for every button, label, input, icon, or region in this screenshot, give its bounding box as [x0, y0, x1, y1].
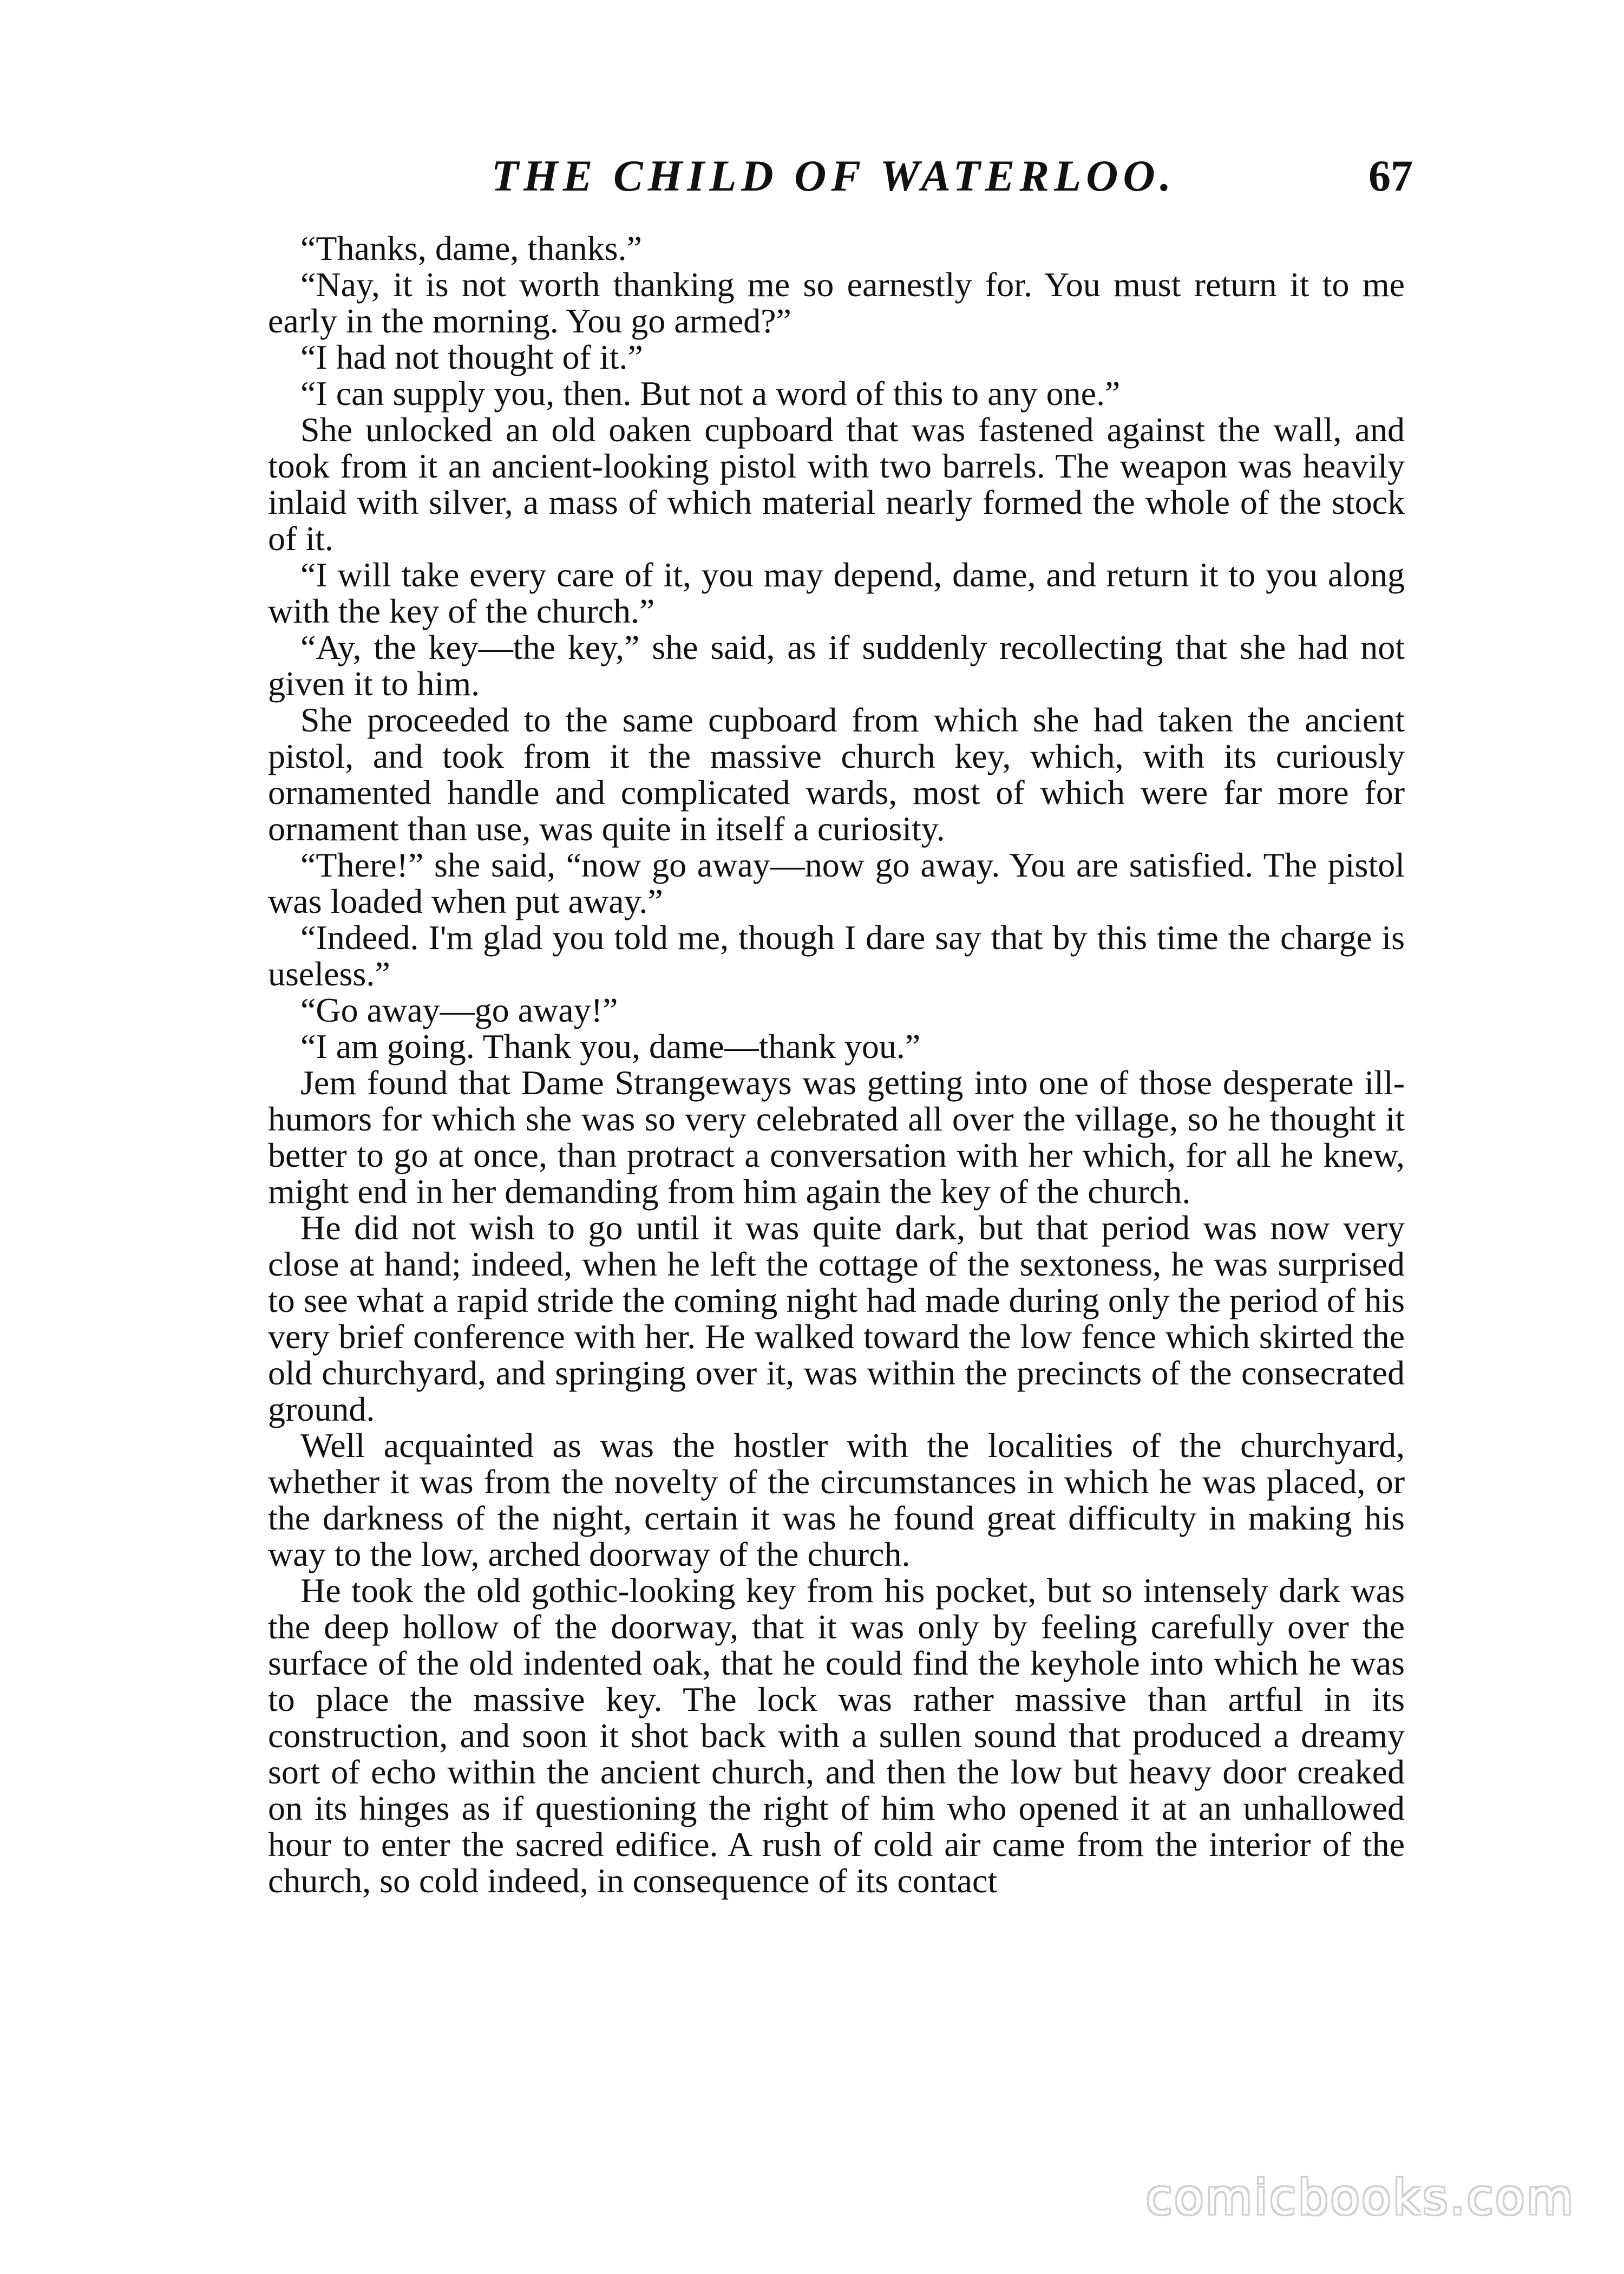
paragraph: “Go away—go away!”	[300, 991, 618, 1029]
paragraph: “Nay, it is not worth thanking me so earnestly for. You must return it to me early in the morning. You go armed?”	[268, 265, 1405, 340]
paragraph: “I can supply you, then. But not a word of this to any one.”	[300, 374, 1121, 413]
paragraph: “Ay, the key—the key,” she said, as if suddenly recollecting that she had not given it to him.	[268, 628, 1405, 703]
paragraph: “There!” she said, “now go away—now go away. You are satisfied. The pistol was loaded when put away.”	[268, 846, 1405, 920]
paragraph: “I will take every care of it, you may depend, dame, and return it to you along with the key of the church.”	[268, 556, 1405, 630]
page-number: 67	[1368, 151, 1413, 200]
paragraph: She unlocked an old oaken cupboard that was fastened against the wall, and took from it an ancient-looking pistol with two barrels. The weapon was heavily inlaid with silver, a mass of which material nearly formed the whole of the stock of it.	[268, 410, 1405, 558]
running-title: THE CHILD OF WATERLOO.	[491, 151, 1176, 200]
paragraph: She proceeded to the same cupboard from which she had taken the ancient pistol, and took from it the massive church key, which, with its curiously ornamented handle and complicated wards, most of which were far more for ornament than use, was quite in itself a curiosity.	[268, 701, 1405, 848]
body-text	[268, 230, 1405, 1899]
paragraph: “Thanks, dame, thanks.”	[300, 229, 642, 267]
paragraph: “Indeed. I'm glad you told me, though I dare say that by this time the charge is useless.”	[268, 918, 1405, 993]
paragraph: He did not wish to go until it was quite dark, but that period was now very close at hand; indeed, when he left the cottage of the sextoness, he was surprised to see what a rapid stride the coming night had made during only the period of his very brief conference with her. He walked toward the low fence which skirted the old churchyard, and springing over it, was within the precincts of the consecrated ground.	[268, 1208, 1405, 1428]
paragraph: He took the old gothic-looking key from his pocket, but so intensely dark was the deep hollow of the doorway, that it was only by feeling carefully over the surface of the old indented oak, that he could find the keyhole into which he was to place the massive key. The lock was rather massive than artful in its construction, and soon it shot back with a sullen sound that produced a dreamy sort of echo within the ancient church, and then the low but heavy door creaked on its hinges as if questioning the right of him who opened it at an unhallowed hour to enter the sacred edifice. A rush of cold air came from the interior of the church, so cold indeed, in consequence of its contact	[268, 1571, 1405, 1900]
paragraph: “I had not thought of it.”	[300, 338, 643, 376]
site-watermark: comicbooks.com	[1145, 2170, 1575, 2225]
paragraph: “I am going. Thank you, dame—thank you.”	[300, 1027, 921, 1066]
running-header	[254, 146, 1413, 206]
paragraph: Well acquainted as was the hostler with the localities of the churchyard, whether it was from the novelty of the circumstances in which he was placed, or the darkness of the night, certain it was he found great difficulty in making his way to the low, arched doorway of the church.	[268, 1426, 1405, 1573]
paragraph: Jem found that Dame Strangeways was getting into one of those desperate ill-humors for which she was so very celebrated all over the village, so he thought it better to go at once, than protract a conversation with her which, for all he knew, might end in her demanding from him again the key of the church.	[268, 1063, 1405, 1211]
